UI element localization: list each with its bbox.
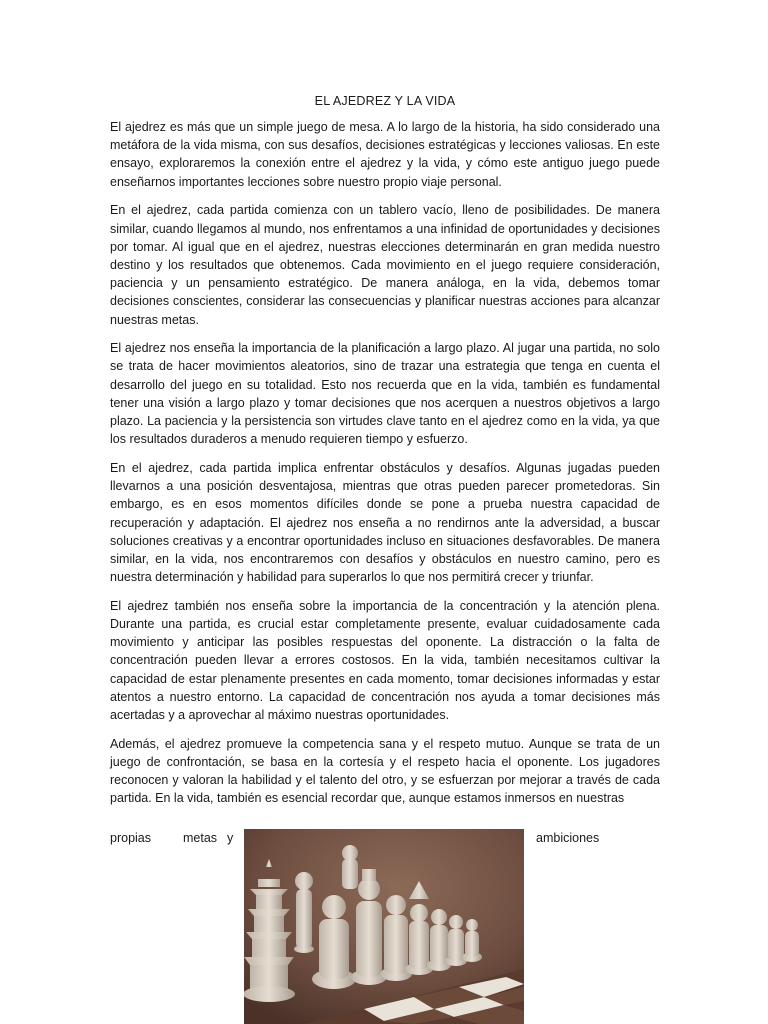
word-metas: metas <box>183 831 218 845</box>
word-propias: propias <box>110 831 151 845</box>
paragraph-3: El ajedrez nos enseña la importancia de la planificación a largo plazo. Al jugar una partida, no solo se trata de hacer movimientos aleatorios, sino de trazar una estrategia que tenga en cuenta el desarrollo del juego en su totalidad. Esto nos recuerda que en la vida, también es fundamental tener una visión a largo plazo y tomar decisiones que nos acerquen a nuestros objetivos a largo plazo. La paciencia y la persistencia son virtudes clave tanto en el ajedrez como en la vida, ya que los resultados duraderos a menudo requieren tiempo y esfuerzo. <box>110 341 660 447</box>
paragraph-6: Además, el ajedrez promueve la competencia sana y el respeto mutuo. Aunque se trata de un juego de confrontación, se basa en la cortesía y el respeto hacia el oponente. Los jugadores reconocen y valoran la habilidad y el talento del otro, y se esfuerzan por mejorar a través de cada partida. En la vida, también es esencial recordar que, aunque estamos inmersos en nuestras <box>110 736 660 806</box>
paragraph-5: El ajedrez también nos enseña sobre la importancia de la concentración y la atención plena. Durante una partida, es crucial estar completamente presente, evaluar cuidadosamente cada movimiento y anticipar las posibles respuestas del oponente. La distracción o la falta de concentración pueden llevar a errores costosos. En la vida, también necesitamos cultivar la capacidad de estar plenamente presentes en cada momento, tomar decisiones informadas y estar atentos a nuestro entorno. La capacidad de concentración nos ayuda a tomar decisiones más acertadas y a aprovechar al máximo nuestras oportunidades. <box>110 598 660 723</box>
paragraph-4: En el ajedrez, cada partida implica enfrentar obstáculos y desafíos. Algunas jugadas pueden llevarnos a una posición desventajosa, mientras que otras pueden parecer prometedoras. Sin embargo, es en esos momentos difíciles donde se pone a prueba nuestra capacidad de recuperación y adaptación. El ajedrez nos enseña a no rendirnos ante la adversidad, a buscar soluciones creativas y a encontrar oportunidades incluso en situaciones desfavorables. De manera similar, en la vida, nos encontraremos con desafíos y obstáculos en nuestro camino, pero es nuestra determinación y habilidad para superarlos lo que nos permitirá crecer y triunfar. <box>110 460 660 585</box>
chess-pieces-photo <box>244 829 524 1024</box>
document-page <box>110 92 660 808</box>
chess-photo-graphic <box>244 829 524 1024</box>
word-y: y <box>227 831 234 845</box>
paragraph-2: En el ajedrez, cada partida comienza con un tablero vacío, lleno de posibilidades. De manera similar, cuando llegamos al mundo, nos enfrentamos a una infinidad de oportunidades y decisiones por tomar. Al igual que en el ajedrez, nuestras elecciones determinarán en gran medida nuestro destino y los resultados que obtenemos. Cada movimiento en el juego requiere consideración, paciencia y un pensamiento estratégico. De manera análoga, en la vida, debemos tomar decisiones conscientes, considerar las consecuencias y planificar nuestras acciones para alcanzar nuestras metas. <box>110 203 660 327</box>
paragraph-1: El ajedrez es más que un simple juego de mesa. A lo largo de la historia, ha sido considerado una metáfora de la vida misma, con sus desafíos, decisiones estratégicas y lecciones valiosas. En este ensayo, exploraremos la conexión entre el ajedrez y la vida, y cómo este antiguo juego puede enseñarnos importantes lecciones sobre nuestro propio viaje personal. <box>110 120 660 189</box>
word-ambiciones: ambiciones <box>536 831 600 845</box>
page-title: EL AJEDREZ Y LA VIDA <box>314 94 456 108</box>
